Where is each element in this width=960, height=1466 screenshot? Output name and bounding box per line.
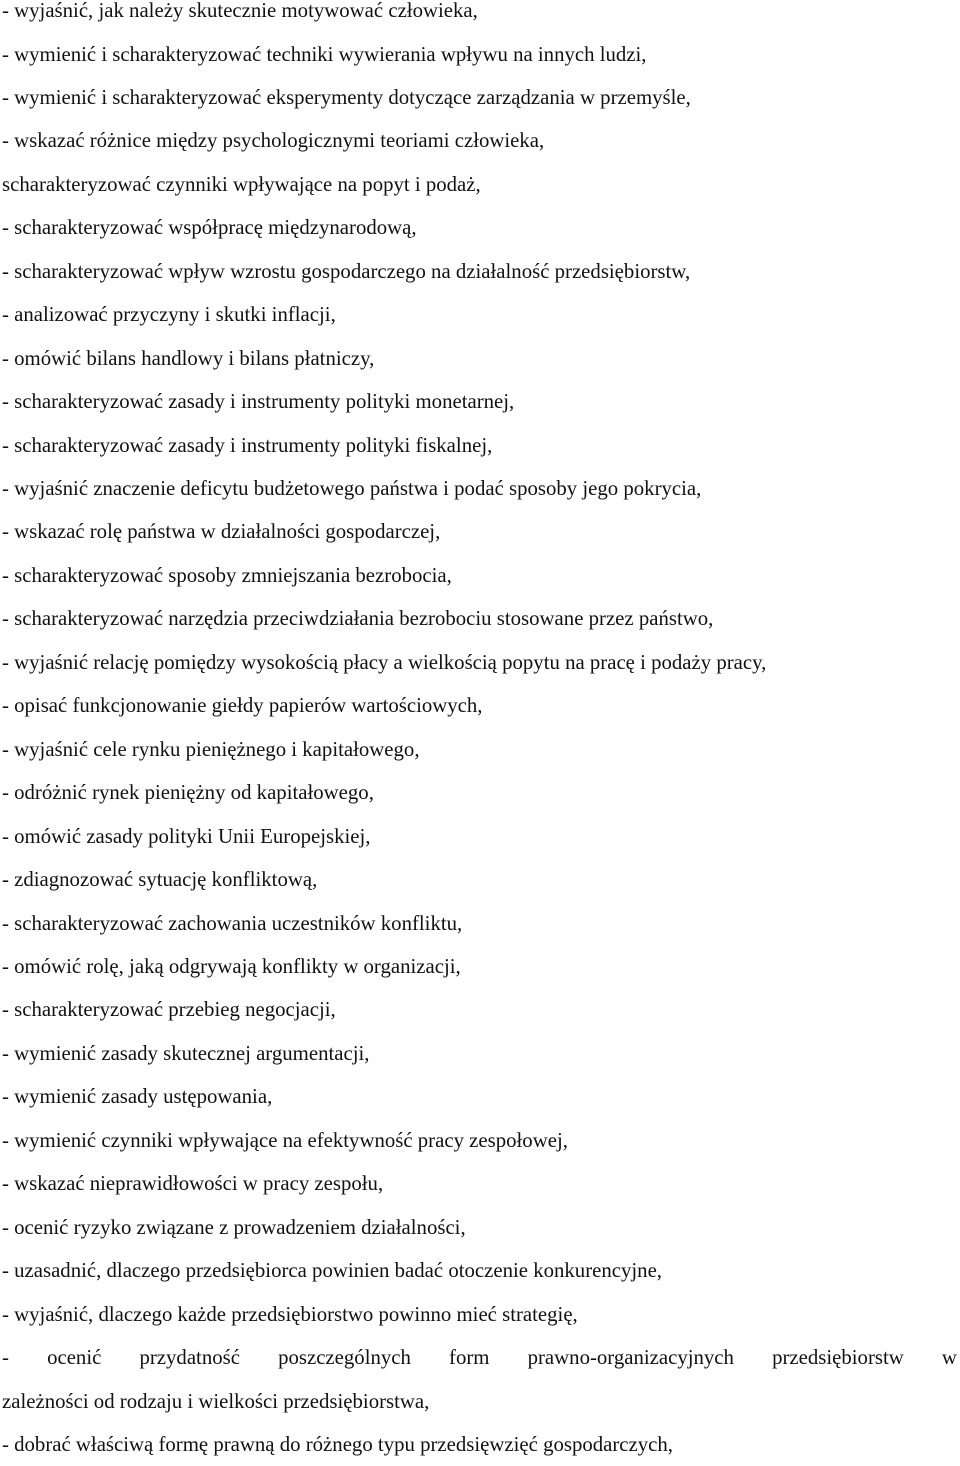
list-item: - scharakteryzować zachowania uczestników konfliktu, xyxy=(2,912,463,935)
list-item: - uzasadnić, dlaczego przedsiębiorca powinien badać otoczenie konkurencyjne, xyxy=(2,1259,662,1282)
list-item: zależności od rodzaju i wielkości przedsiębiorstwa, xyxy=(2,1390,430,1413)
list-item: scharakteryzować czynniki wpływające na popyt i podaż, xyxy=(2,173,481,196)
list-item: - wskazać nieprawidłowości w pracy zespołu, xyxy=(2,1172,384,1195)
list-item: - zdiagnozować sytuację konfliktową, xyxy=(2,868,318,891)
list-item: - wskazać różnice między psychologicznymi teoriami człowieka, xyxy=(2,129,545,152)
list-item: - wyjaśnić, dlaczego każde przedsiębiorstwo powinno mieć strategię, xyxy=(2,1303,578,1326)
list-item: - scharakteryzować narzędzia przeciwdziałania bezrobociu stosowane przez państwo, xyxy=(2,607,714,630)
list-item: - wyjaśnić relację pomiędzy wysokością płacy a wielkością popytu na pracę i podaży pracy, xyxy=(2,651,767,674)
word: poszczególnych xyxy=(278,1346,411,1369)
word: przedsiębiorstw xyxy=(772,1346,904,1369)
list-item: - dobrać właściwą formę prawną do różnego typu przedsięwzięć gospodarczych, xyxy=(2,1433,673,1456)
list-item: - wymienić czynniki wpływające na efektywność pracy zespołowej, xyxy=(2,1129,568,1152)
list-item-justified xyxy=(2,1344,957,1374)
list-item: - scharakteryzować sposoby zmniejszania bezrobocia, xyxy=(2,564,452,587)
word: - xyxy=(2,1346,9,1369)
list-item: - omówić rolę, jaką odgrywają konflikty w organizacji, xyxy=(2,955,461,978)
list-item: - analizować przyczyny i skutki inflacji, xyxy=(2,303,336,326)
word: ocenić xyxy=(47,1346,102,1369)
list-item: - scharakteryzować przebieg negocjacji, xyxy=(2,998,336,1021)
list-item: - wskazać rolę państwa w działalności gospodarczej, xyxy=(2,520,441,543)
list-item: - scharakteryzować zasady i instrumenty polityki monetarnej, xyxy=(2,390,515,413)
list-item: - wyjaśnić znaczenie deficytu budżetowego państwa i podać sposoby jego pokrycia, xyxy=(2,477,702,500)
word: w xyxy=(941,1346,957,1369)
list-item: - omówić bilans handlowy i bilans płatniczy, xyxy=(2,347,375,370)
list-item: - odróżnić rynek pieniężny od kapitałowego, xyxy=(2,781,374,804)
list-item: - opisać funkcjonowanie giełdy papierów wartościowych, xyxy=(2,694,483,717)
list-item: - wymienić i scharakteryzować eksperymenty dotyczące zarządzania w przemyśle, xyxy=(2,86,691,109)
list-item: - scharakteryzować zasady i instrumenty polityki fiskalnej, xyxy=(2,434,493,457)
list-item: - wymienić zasady skutecznej argumentacji, xyxy=(2,1042,370,1065)
list-item: - wymienić zasady ustępowania, xyxy=(2,1085,273,1108)
list-item: - omówić zasady polityki Unii Europejskiej, xyxy=(2,825,371,848)
word: form xyxy=(449,1346,490,1369)
list-item: - wyjaśnić cele rynku pieniężnego i kapitałowego, xyxy=(2,738,420,761)
list-item: - scharakteryzować wpływ wzrostu gospodarczego na działalność przedsiębiorstw, xyxy=(2,260,691,283)
list-item: - ocenić ryzyko związane z prowadzeniem działalności, xyxy=(2,1216,466,1239)
list-item: - scharakteryzować współpracę międzynarodową, xyxy=(2,216,417,239)
list-item: - wymienić i scharakteryzować techniki wywierania wpływu na innych ludzi, xyxy=(2,43,647,66)
word: prawno-organizacyjnych xyxy=(527,1346,734,1369)
word: przydatność xyxy=(139,1346,240,1369)
list-item: - wyjaśnić, jak należy skutecznie motywować człowieka, xyxy=(2,0,478,22)
